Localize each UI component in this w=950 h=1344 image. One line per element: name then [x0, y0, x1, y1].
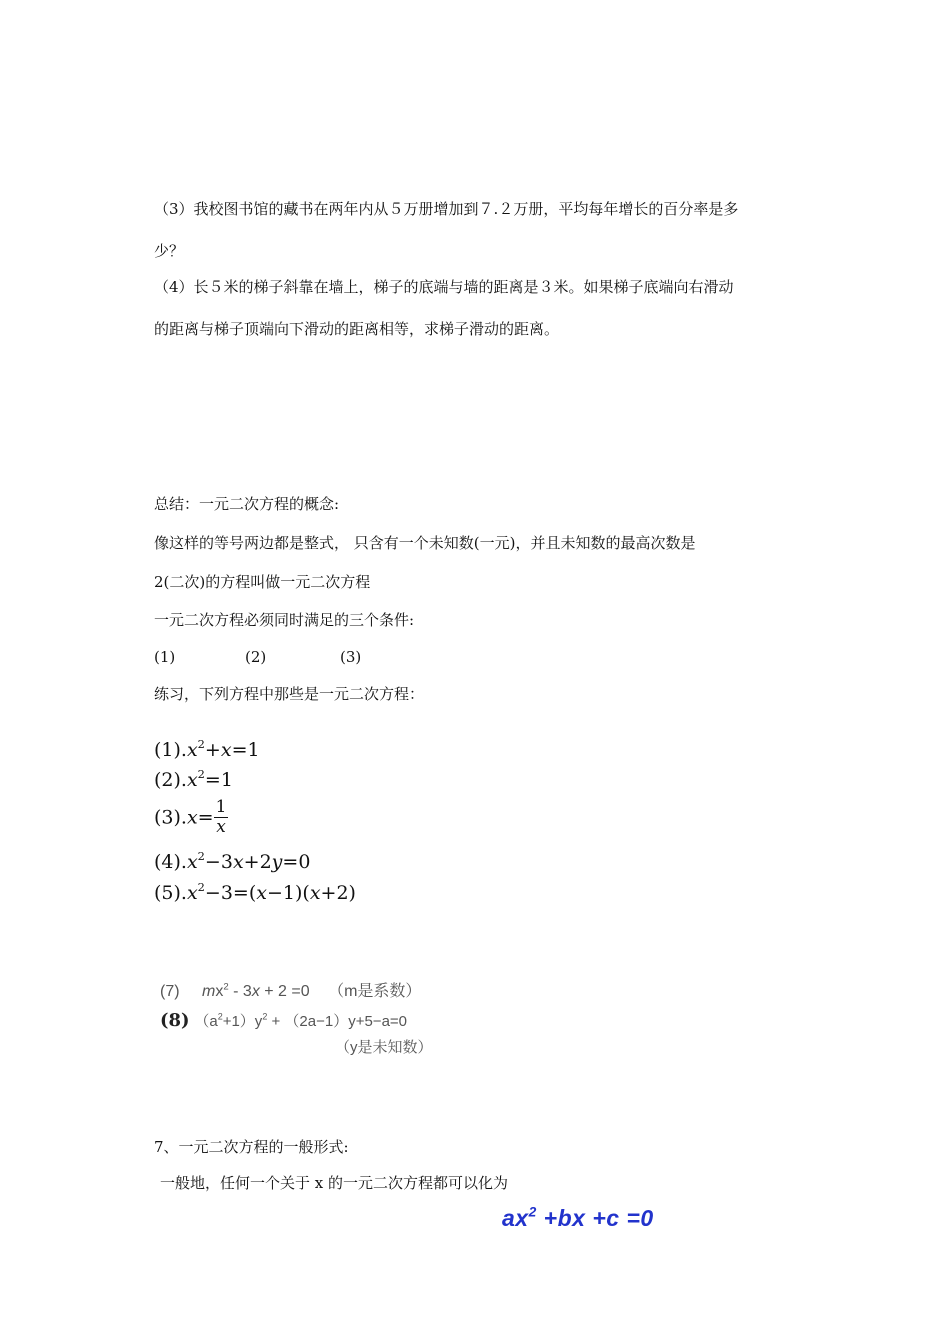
equation-2-label: (2). — [154, 769, 187, 791]
equation-7: (7) $mx^2 - 3x + 2 =0$ （m是系数） — [160, 981, 422, 1000]
problem-4-line-2: 的距离与梯子顶端向下滑动的距离相等，求梯子滑动的距离。 — [154, 320, 560, 338]
equation-5-label: (5). — [154, 882, 187, 904]
conditions-row — [154, 647, 362, 667]
practice-heading: 练习，下列方程中那些是一元二次方程： — [154, 685, 425, 703]
general-form-title: 7、一元二次方程的一般形式: — [154, 1138, 349, 1156]
conditions-heading: 一元二次方程必须同时满足的三个条件: — [154, 611, 415, 629]
problem-4-line-1: （4）长５米的梯子斜靠在墙上，梯子的底端与墙的距离是３米。如果梯子底端向右滑动 — [154, 278, 734, 296]
condition-3: (3) — [340, 648, 362, 666]
problem-3-line-2: 少？ — [154, 242, 185, 260]
summary-title: 总结：一元二次方程的概念: — [154, 495, 340, 513]
equation-3-label: (3). — [154, 806, 187, 829]
equation-4: $(4).x^2-3x+2y=0$ — [154, 849, 311, 873]
equation-8: (8) $(a^2+1)y^2 + (2a-1)y+5-a=0$ — [160, 1010, 408, 1031]
equation-2: $(2).x^2=1$ — [154, 767, 233, 791]
equation-5: $(5).x^2-3=(x-1)(x+2)$ — [154, 880, 356, 904]
definition-line-2: 2(二次)的方程叫做一元二次方程 — [154, 573, 371, 591]
equation-7-label: (7) — [160, 983, 180, 1000]
condition-2: (2) — [245, 648, 267, 666]
equation-4-label: (4). — [154, 851, 187, 873]
general-form-text: 一般地，任何一个关于 x 的一元二次方程都可以化为 — [160, 1174, 508, 1192]
fraction-1-over-x: $\frac{1}{x}$ — [215, 797, 227, 837]
equation-3: (3).x= $\frac{1}{x}$ — [154, 797, 227, 837]
condition-1: (1) — [154, 648, 176, 666]
equation-7-note: （m是系数） — [328, 983, 422, 1000]
equation-1-label: (1). — [154, 739, 187, 761]
equation-8-note: （y是未知数） — [335, 1039, 433, 1056]
definition-line-1: 像这样的等号两边都是整式， 只含有一个未知数(一元)，并且未知数的最高次数是 — [154, 534, 696, 552]
problem-3-line-1: （3）我校图书馆的藏书在两年内从５万册增加到７.２万册，平均每年增长的百分率是多 — [154, 200, 739, 218]
equation-8-label: (8) — [160, 1010, 190, 1031]
equation-1: $(1).x^2+x=1$ — [154, 737, 260, 761]
general-form-equation: $ax^2 +bx +c =0$ — [502, 1204, 654, 1231]
